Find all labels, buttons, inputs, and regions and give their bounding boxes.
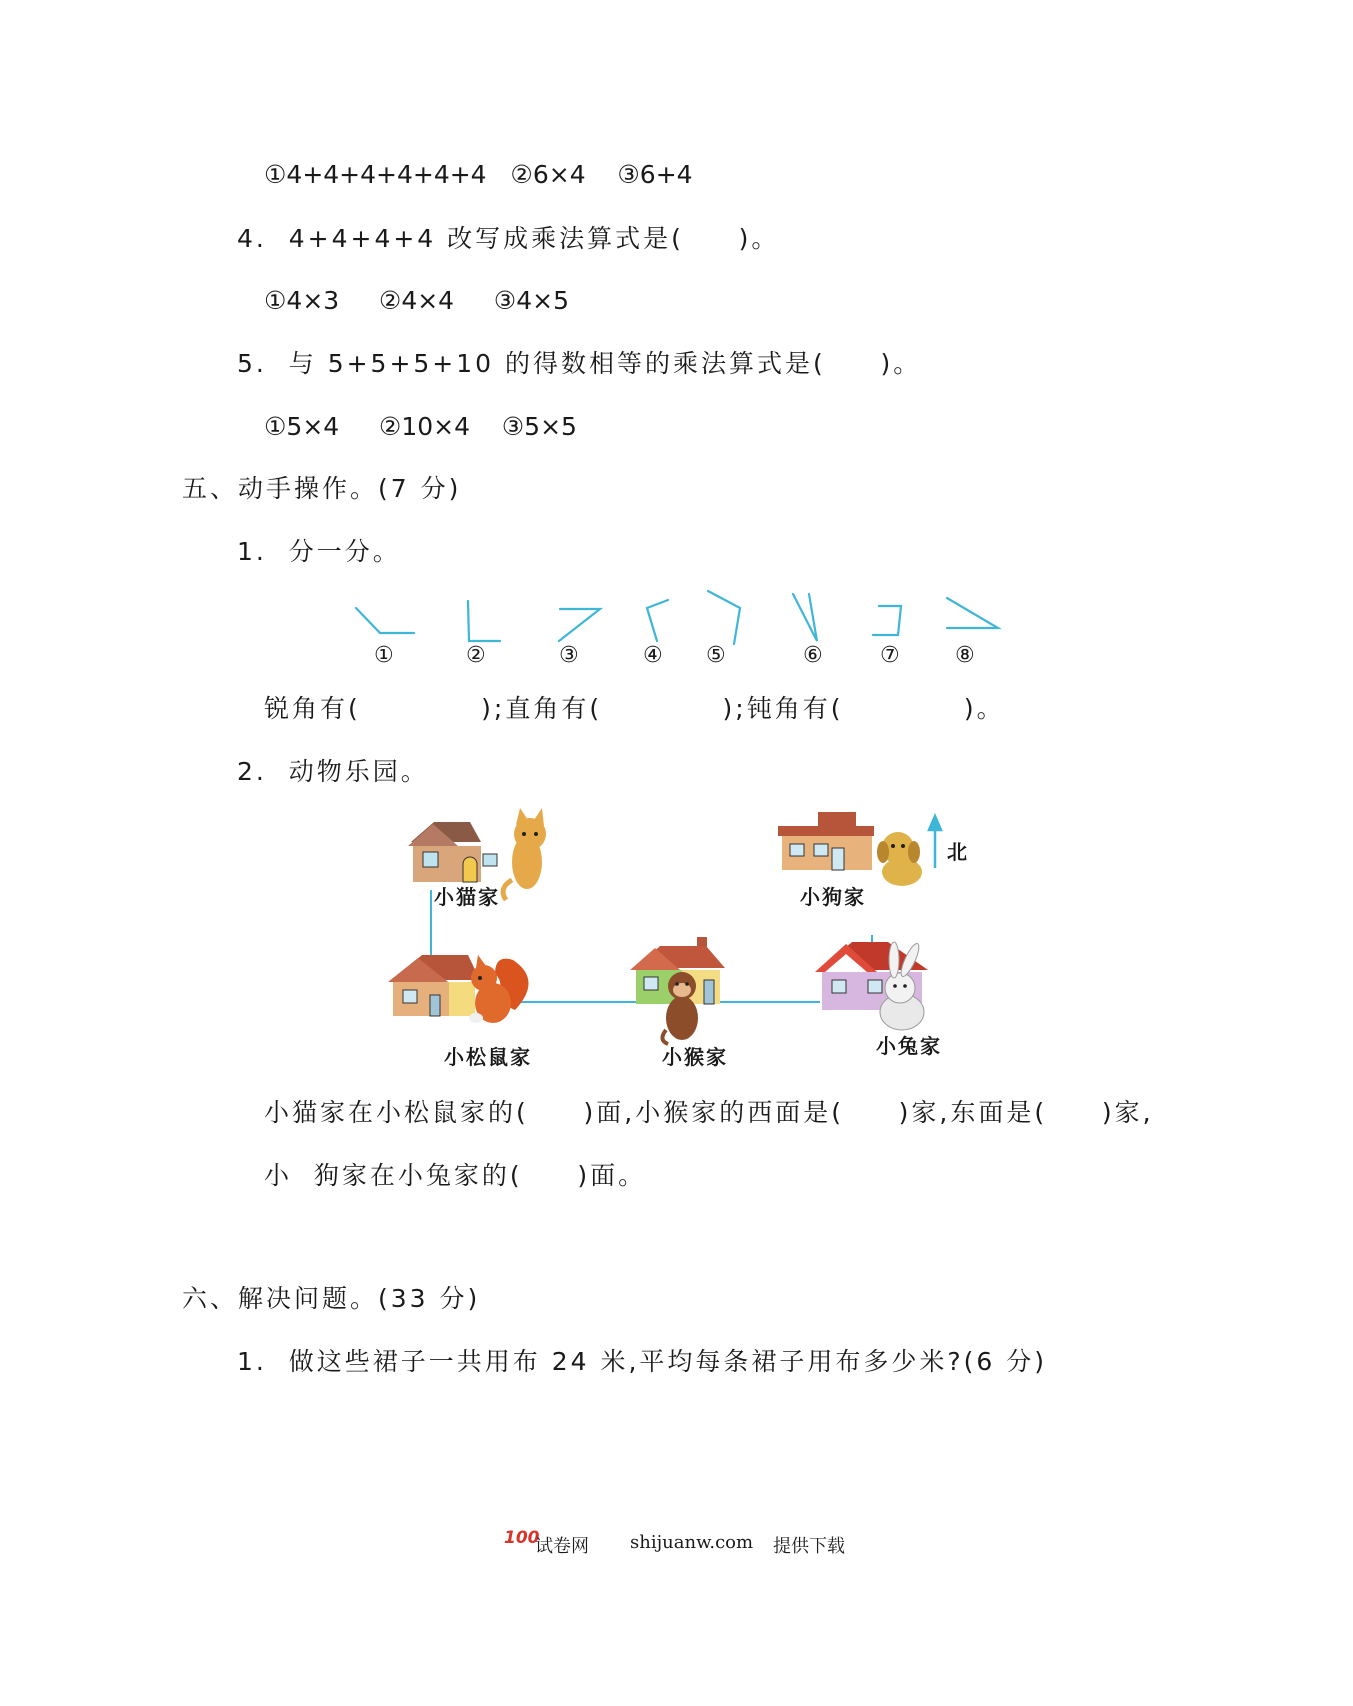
section6-title: 六、解决问题。(33 分) <box>182 1284 481 1313</box>
cat-home-label: 小猫家 <box>434 885 500 909</box>
cat-house-icon <box>408 822 497 882</box>
monkey-home-label: 小猴家 <box>662 1045 728 1069</box>
squirrel-house-icon <box>388 955 480 1016</box>
section5-sub2: 2. 动物乐园。 <box>237 757 429 786</box>
cat-icon <box>503 808 546 900</box>
dog-home-label: 小狗家 <box>800 885 866 909</box>
angle-label-8: ⑧ <box>955 643 975 668</box>
map-fill-line-2: 小 狗家在小兔家的( )面。 <box>264 1161 647 1190</box>
squirrel-home-label: 小松鼠家 <box>444 1045 532 1069</box>
q5-options: ①5×4 ②10×4 ③5×5 <box>264 412 577 441</box>
q5-text: 5. 与 5+5+5+10 的得数相等的乘法算式是( )。 <box>237 349 922 378</box>
q4-options: ①4×3 ②4×4 ③4×5 <box>264 286 569 315</box>
angle-label-4: ④ <box>643 643 663 668</box>
rabbit-home-label: 小兔家 <box>876 1034 942 1058</box>
logo-100-icon: 100 <box>504 1528 540 1548</box>
angle-label-1: ① <box>374 643 394 668</box>
q4-text: 4. 4+4+4+4 改写成乘法算式是( )。 <box>237 224 780 253</box>
q3-options: ①4+4+4+4+4+4 ②6×4 ③6+4 <box>264 160 693 189</box>
section6-q1: 1. 做这些裙子一共用布 24 米,平均每条裙子用布多少米?(6 分) <box>237 1347 1048 1376</box>
section5-sub1: 1. 分一分。 <box>237 537 401 566</box>
angle-label-2: ② <box>466 643 486 668</box>
north-arrow-icon <box>929 816 941 868</box>
squirrel-icon <box>469 955 529 1023</box>
footer-domain[interactable]: shijuanw.com <box>630 1532 754 1553</box>
section5-title: 五、动手操作。(7 分) <box>182 474 462 503</box>
footer-site-name: 试卷网 <box>535 1536 589 1557</box>
angle-answer-line: 锐角有( );直角有( );钝角有( )。 <box>264 694 1005 723</box>
footer-note: 提供下载 <box>773 1536 845 1557</box>
map-fill-line-1: 小猫家在小松鼠家的( )面,小猴家的西面是( )家,东面是( )家, <box>264 1098 1154 1127</box>
angle-label-6: ⑥ <box>803 643 823 668</box>
dog-house-icon <box>778 812 874 870</box>
angle-label-7: ⑦ <box>880 643 900 668</box>
angle-label-5: ⑤ <box>706 643 726 668</box>
angle-label-3: ③ <box>559 643 579 668</box>
dog-icon <box>877 832 922 886</box>
north-label: 北 <box>947 840 969 864</box>
